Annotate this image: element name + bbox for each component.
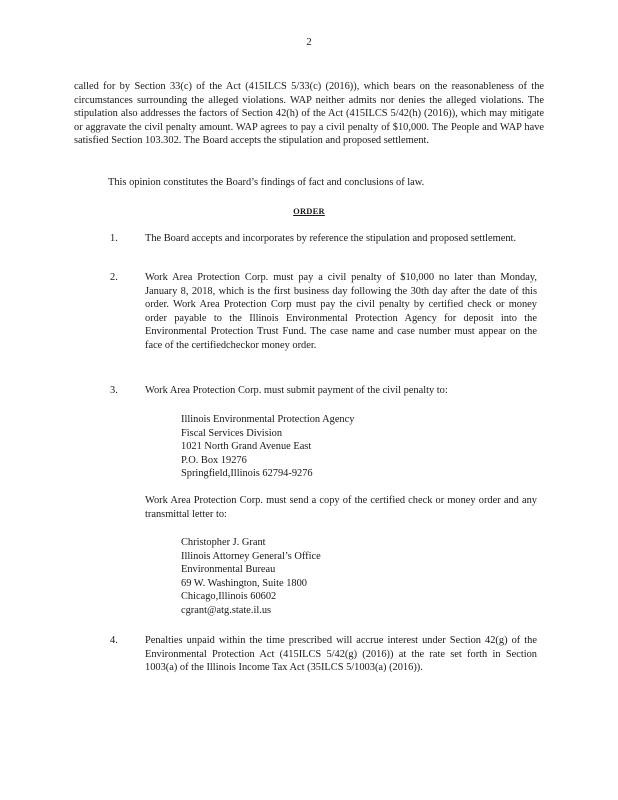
epa-address-block	[181, 413, 354, 481]
paragraph-findings: This opinion constitutes the Board’s findings of fact and conclusions of law.	[108, 177, 425, 188]
address-line: Fiscal Services Division	[181, 427, 283, 439]
order-heading-text: ORDER	[293, 206, 325, 216]
order-item-text: Work Area Protection Corp. must submit payment of the civil penalty to:	[145, 385, 448, 396]
address-line: Illinois Attorney General’s Office	[181, 550, 321, 562]
address-line: 1021 North Grand Avenue East	[181, 441, 312, 453]
order-item-number: 2.	[110, 272, 118, 283]
order-item-number: 4.	[110, 635, 118, 646]
attorney-general-address-block	[181, 536, 321, 618]
copy-instruction: Work Area Protection Corp. must send a copy of the certified check or money order and any transmittal letter to:	[145, 495, 537, 520]
order-item-text: Work Area Protection Corp. must pay a civil penalty of $10,000 no later than Monday, January 8, 2018, which is the first business day following the 30th day after the date of this order. Work Area Protection Corp must pay the civil penalty by certified check or money order payable to the Illinois Environmental Protection Agency for deposit into the Environmental Protection Trust Fund. The case name and case number must appear on the face of the certifiedcheckor money order.	[145, 272, 537, 351]
address-line: P.O. Box 19276	[181, 454, 247, 466]
address-line: Illinois Environmental Protection Agency	[181, 414, 355, 425]
email-link[interactable]: cgrant@atg.state.il.us	[181, 604, 272, 616]
order-item-number: 1.	[110, 233, 118, 244]
page-number: 2	[306, 36, 312, 48]
order-heading	[0, 205, 618, 219]
address-line: Springfield,Illinois 62794-9276	[181, 468, 313, 480]
address-line: Christopher J. Grant	[181, 537, 266, 548]
order-item-text: The Board accepts and incorporates by reference the stipulation and proposed settlement.	[145, 233, 517, 244]
address-line: 69 W. Washington, Suite 1800	[181, 577, 307, 589]
order-item-number: 3.	[110, 385, 118, 396]
address-line: Chicago,Illinois 60602	[181, 591, 277, 603]
paragraph-stipulation: called for by Section 33(c) of the Act (415ILCS 5/33(c) (2016)), which bears on the reasonableness of the circumstances surrounding the alleged violations. WAP neither admits nor denies the alleged violations. The stipulation also addresses the factors of Section 42(h) of the Act (415ILCS 5/42(h) (2016)), which may mitigate or aggravate the civil penalty amount. WAP agrees to pay a civil penalty of $10,000. The People and WAP have satisfied Section 103.302. The Board accepts the stipulation and proposed settlement.	[74, 81, 544, 147]
order-item-text: Penalties unpaid within the time prescribed will accrue interest under Section 42(g) of the Environmental Protection Act (415ILCS 5/42(g) (2016)) at the rate set forth in Section 1003(a) of the Illinois Income Tax Act (35ILCS 5/1003(a) (2016)).	[145, 635, 537, 674]
address-line: Environmental Bureau	[181, 564, 276, 576]
